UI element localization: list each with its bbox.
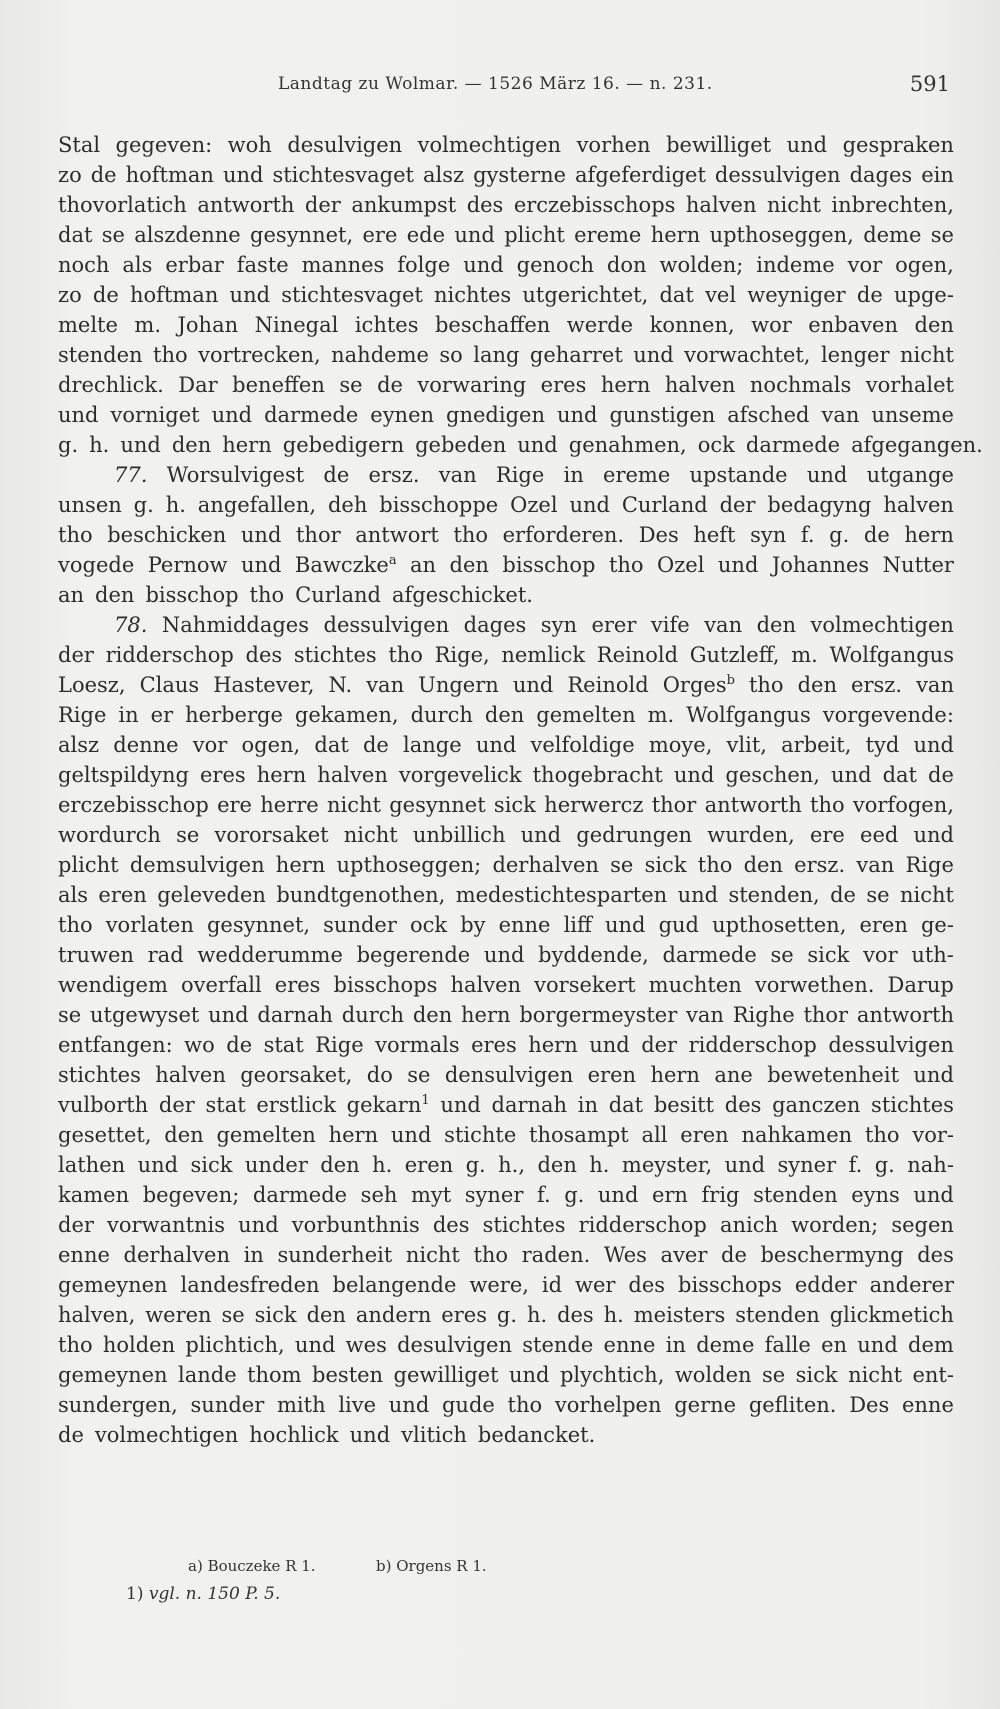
text-line: vulborth der stat erstlick gekarn$^1$ und darnah in dat besitt des ganczen stichtes	[58, 1093, 954, 1117]
text-line: 78. Nahmiddages dessulvigen dages syn erer vife van den volmechtigen	[114, 613, 954, 637]
text-line: halven, weren se sick den andern eres g. h. des h. meisters stenden glickmetich	[58, 1303, 954, 1327]
text-line: g. h. und den hern gebedigern gebeden und genahmen, ock darmede afgegangen.	[58, 433, 983, 457]
main-text	[58, 130, 983, 1450]
text-line: wordurch se vororsaket nicht unbillich und gedrungen wurden, ere eed und	[58, 823, 954, 847]
text-line: gesettet, den gemelten hern und stichte thosampt all eren nahkamen tho vor-	[58, 1123, 954, 1147]
text-line: unsen g. h. angefallen, deh bisschoppe Ozel und Curland der bedagyng halven	[58, 493, 954, 517]
footnote-a: a) Bouczeke R 1.	[188, 1557, 316, 1575]
text-line: Stal gegeven: woh desulvigen volmechtigen vorhen bewilliget und gespraken	[58, 133, 954, 157]
text-line: zo de hoftman und stichtesvaget nichtes utgerichtet, dat vel weyniger de upge-	[58, 283, 954, 307]
text-line: tho beschicken und thor antwort tho erforderen. Des heft syn f. g. de hern	[58, 523, 954, 547]
text-line: tho holden plichtich, und wes desulvigen stende enne in deme falle en und dem	[58, 1333, 954, 1357]
text-line: tho vorlaten gesynnet, sunder ock by enne liff und gud upthosetten, eren ge-	[58, 913, 954, 937]
page-header	[58, 72, 954, 100]
text-line: de volmechtigen hochlick und vlitich bedancket.	[58, 1423, 596, 1447]
text-line: dat se alszdenne gesynnet, ere ede und plicht ereme hern upthoseggen, deme se	[58, 223, 954, 247]
text-line: und vorniget und darmede eynen gnedigen und gunstigen afsched van unseme	[58, 403, 954, 427]
text-line: gemeynen lande thom besten gewilliget und plychtich, wolden se sick nicht ent-	[58, 1363, 954, 1387]
footnote-1-text: vgl. n. 150 P. 5.	[148, 1584, 281, 1604]
footnotes	[58, 1552, 954, 1608]
text-line: geltspildyng eres hern halven vorgevelick thogebracht und geschen, und dat de	[58, 763, 954, 787]
text-line: plicht demsulvigen hern upthoseggen; derhalven se sick tho den ersz. van Rige	[58, 853, 954, 877]
text-line: Rige in er herberge gekamen, durch den gemelten m. Wolfgangus vorgevende:	[58, 703, 954, 727]
running-head: Landtag zu Wolmar. — 1526 März 16. — n. 231.	[278, 74, 713, 94]
text-line: entfangen: wo de stat Rige vormals eres hern und der ridderschop dessulvigen	[58, 1033, 954, 1057]
text-line: drechlick. Dar beneffen se de vorwaring eres hern halven nochmals vorhalet	[58, 373, 954, 397]
footnote-1	[126, 1580, 280, 1608]
page-number: 591	[909, 72, 950, 96]
text-line: sundergen, sunder mith live und gude tho vorhelpen gerne gefliten. Des enne	[58, 1393, 954, 1417]
text-line: stichtes halven georsaket, do se densulvigen eren hern ane bewetenheit und	[58, 1063, 954, 1087]
text-line: der ridderschop des stichtes tho Rige, nemlick Reinold Gutzleff, m. Wolfgangus	[58, 643, 954, 667]
text-line: thovorlatich antworth der ankumpst des erczebisschops halven nicht inbrechten,	[58, 193, 954, 217]
text-line: erczebisschop ere herre nicht gesynnet sick herwercz thor antworth tho vorfogen,	[58, 793, 954, 817]
text-line: enne derhalven in sunderheit nicht tho raden. Wes aver de beschermyng des	[58, 1243, 954, 1267]
text-line: stenden tho vortrecken, nahdeme so lang geharret und vorwachtet, lenger nicht	[58, 343, 954, 367]
text-line: der vorwantnis und vorbunthnis des stichtes ridderschop anich worden; segen	[58, 1213, 954, 1237]
footnote-row-letters	[58, 1552, 954, 1580]
footnote-b: b) Orgens R 1.	[376, 1557, 487, 1575]
text-line: alsz denne vor ogen, dat de lange und velfoldige moye, vlit, arbeit, tyd und	[58, 733, 954, 757]
text-line: kamen begeven; darmede seh myt syner f. g. und ern frig stenden eyns und	[58, 1183, 954, 1207]
text-line: Loesz, Claus Hastever, N. van Ungern und Reinold Orges$^b$ tho den ersz. van	[58, 673, 954, 697]
text-line: 77. Worsulvigest de ersz. van Rige in ereme upstande und utgange	[114, 463, 954, 487]
text-line: gemeynen landesfreden belangende were, id wer des bisschops edder anderer	[58, 1273, 954, 1297]
text-line: noch als erbar faste mannes folge und genoch don wolden; indeme vor ogen,	[58, 253, 954, 277]
text-line: wendigem overfall eres bisschops halven vorsekert muchten vorwethen. Darup	[58, 973, 954, 997]
text-line: als eren geleveden bundtgenothen, medestichtesparten und stenden, de se nicht	[58, 883, 954, 907]
text-line: lathen und sick under den h. eren g. h., den h. meyster, und syner f. g. nah-	[58, 1153, 954, 1177]
text-line: melte m. Johan Ninegal ichtes beschaffen werde konnen, wor enbaven den	[58, 313, 954, 337]
text-line: an den bisschop tho Curland afgeschicket.	[58, 583, 533, 607]
text-line: truwen rad wedderumme begerende und byddende, darmede se sick vor uth-	[58, 943, 954, 967]
text-line: vogede Pernow und Bawczke$^a$ an den bisschop tho Ozel und Johannes Nutter	[58, 553, 954, 577]
text-line: zo de hoftman und stichtesvaget alsz gysterne afgeferdiget dessulvigen dages ein	[58, 163, 954, 187]
text-line: se utgewyset und darnah durch den hern borgermeyster van Righe thor antworth	[58, 1003, 954, 1027]
footnote-1-mark: 1)	[126, 1584, 144, 1604]
footnote-row-numbered	[58, 1580, 954, 1608]
